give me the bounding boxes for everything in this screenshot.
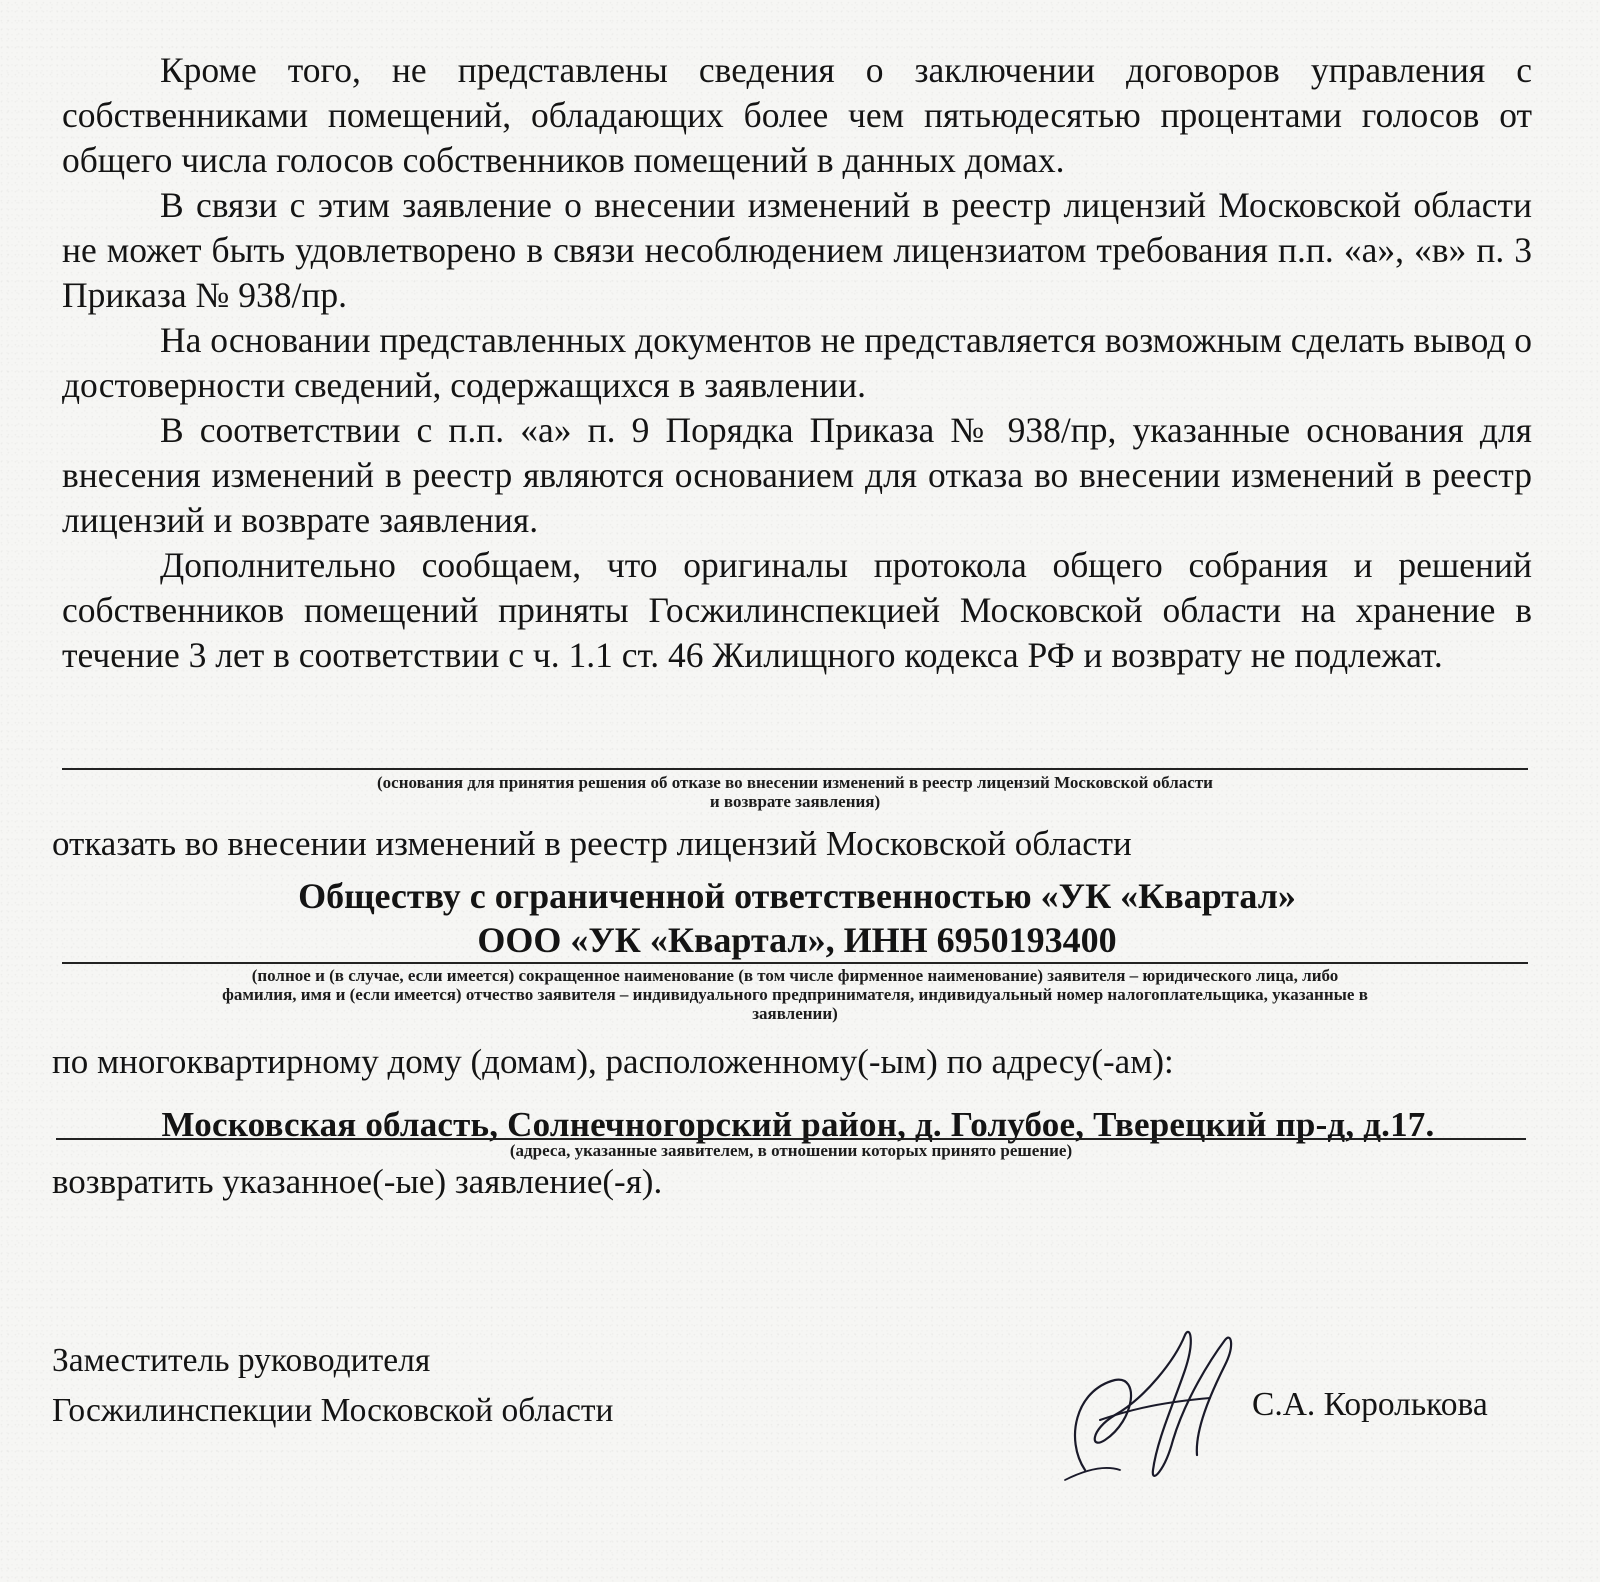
address-rule [56,1138,1526,1140]
address-line: Московская область, Солнечногорский район, д. Голубое, Тверецкий пр-д, д.17. [161,1105,1435,1144]
paragraph-management-contracts: Кроме того, не представлены сведения о заключении договоров управления с собственниками помещений, обладающих более чем пятьюдесятью процентами голосов от общего числа голосов собственников помещений в данных домах. [62,50,1532,180]
applicant-rule [62,962,1528,964]
signature-icon [1045,1320,1260,1490]
paragraph-order-938: В соответствии с п.п. «а» п. 9 Порядка Приказа № 938/пр, указанные основания для внесения изменений в реестр являются основанием для отказа во внесении изменений в реестр лицензий и возврате заявления. [62,410,1532,540]
paragraph-reliability: На основании представленных документов не представляется возможным сделать вывод о достоверности сведений, содержащихся в заявлении. [62,320,1532,405]
house-line: по многоквартирному дому (домам), расположенному(-ым) по адресу(-ам): [52,1042,1174,1081]
grounds-rule [62,768,1528,770]
signatory-title: Заместитель руководителя Госжилинспекции Московской области [52,1342,614,1429]
company-short-name: ООО «УК «Квартал», ИНН 6950193400 [477,920,1117,960]
address-caption: (адреса, указанные заявителем, в отношении которых принято решение) [509,1141,1073,1160]
body-text [62,48,1532,678]
grounds-caption: (основания для принятия решения об отказе во внесении изменений в реестр лицензий Московской области и возврате заявления) [377,773,1213,811]
refuse-line: отказать во внесении изменений в реестр лицензий Московской области [52,824,1132,863]
return-line: возвратить указанное(-ые) заявление(-я). [52,1162,663,1201]
signatory-name: С.А. Королькова [1252,1386,1488,1423]
paragraph-refusal-reason: В связи с этим заявление о внесении изменений в реестр лицензий Московской области не может быть удовлетворено в связи несоблюдением лицензиатом требования п.п. «а», «в» п. 3 Приказа № 938/пр. [62,185,1532,315]
applicant-caption: (полное и (в случае, если имеется) сокращенное наименование (в том числе фирменное наименование) заявителя – юридического лица, либо фамилия, имя и (если имеется) отчество заявителя – индивидуального предпринимателя, индивидуальный номер налогоплательщика, указанные в заявлении) [222,966,1368,1023]
paragraph-originals-storage: Дополнительно сообщаем, что оригиналы протокола общего собрания и решений собственников помещений приняты Госжилинспекцией Московской области на хранение в течение 3 лет в соответствии с ч. 1.1 ст. 46 Жилищного кодекса РФ и возврату не подлежат. [62,545,1532,675]
company-full-name: Обществу с ограниченной ответственностью «УК «Квартал» [298,876,1296,916]
